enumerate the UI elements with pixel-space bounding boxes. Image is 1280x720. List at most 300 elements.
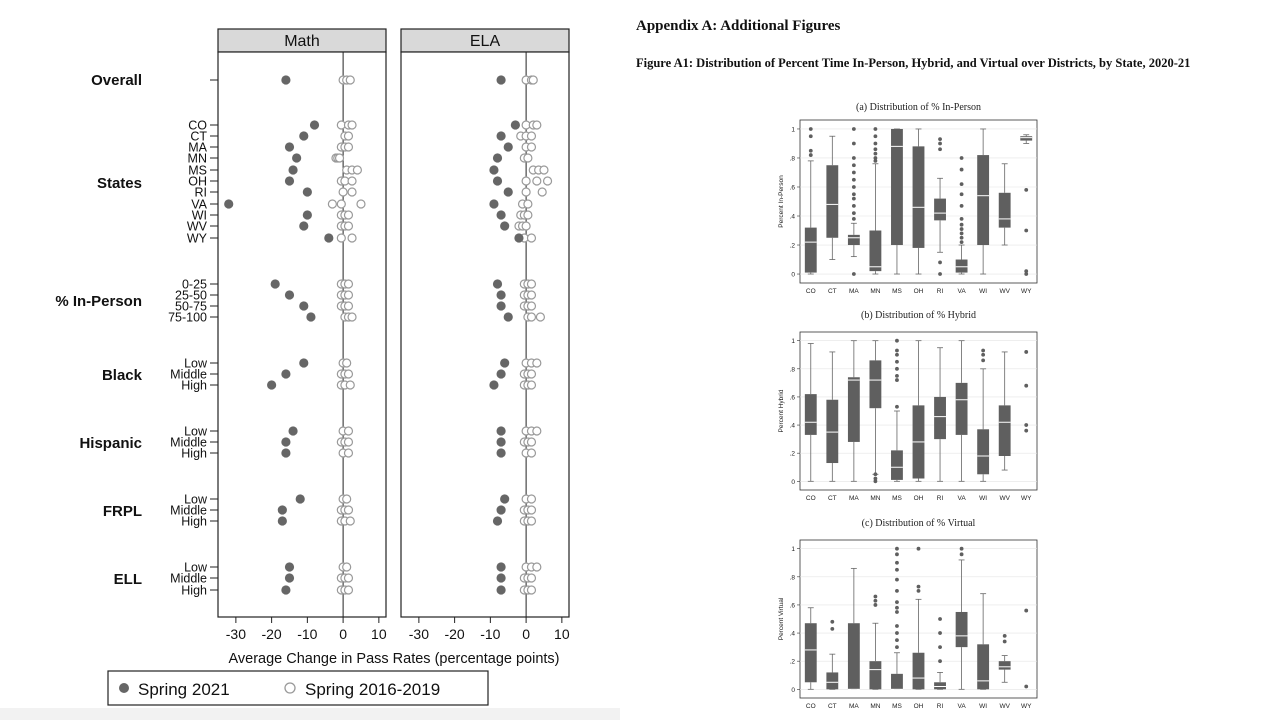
appendix-title: Appendix A: Additional Figures bbox=[636, 18, 841, 34]
boxplot-category-0-0: CO bbox=[805, 288, 816, 295]
row-label-4-0: Low bbox=[184, 424, 207, 439]
boxplot-outlier-2-9-0 bbox=[1003, 640, 1007, 644]
baseline-point-0-6-2-2 bbox=[344, 586, 352, 594]
boxplot-ytick-label-0-5: 1 bbox=[791, 126, 795, 134]
boxplot-category-1-2: MA bbox=[848, 495, 859, 502]
baseline-point-1-3-2-2 bbox=[527, 381, 535, 389]
spring2021-point-1-1-1 bbox=[496, 131, 505, 140]
baseline-point-1-6-1-2 bbox=[527, 574, 535, 582]
spring2021-point-1-1-3 bbox=[493, 153, 502, 162]
boxplot-category-2-1: CT bbox=[827, 703, 837, 710]
row-label-3-0: Low bbox=[184, 356, 207, 371]
legend-marker-baseline bbox=[285, 683, 295, 693]
spring2021-point-1-2-2 bbox=[496, 301, 505, 310]
row-label-5-2: High bbox=[181, 514, 207, 529]
spring2021-point-1-6-1 bbox=[496, 573, 505, 582]
baseline-point-1-4-2-1 bbox=[527, 449, 535, 457]
baseline-point-0-0-0-2 bbox=[346, 76, 354, 84]
boxplot-outlier-0-2-10 bbox=[852, 156, 856, 160]
boxplot-outlier-0-10-1 bbox=[1024, 269, 1028, 273]
boxplot-category-0-5: OH bbox=[913, 288, 924, 295]
spring2021-point-1-3-2 bbox=[489, 380, 498, 389]
boxplot-category-1-4: MS bbox=[892, 495, 902, 502]
boxplot-outlier-2-6-0 bbox=[938, 659, 942, 663]
row-label-4-1: Middle bbox=[170, 435, 207, 450]
baseline-point-0-4-1-2 bbox=[344, 438, 352, 446]
boxplot-outlier-2-6-2 bbox=[938, 631, 942, 635]
spring2021-point-0-4-0 bbox=[288, 426, 297, 435]
boxplot-box-0-2 bbox=[848, 235, 860, 245]
spring2021-point-0-0-0 bbox=[281, 75, 290, 84]
x-tick-label-1-3: 0 bbox=[522, 626, 531, 642]
boxplot-category-1-9: WV bbox=[999, 495, 1010, 502]
spring2021-point-0-3-2 bbox=[267, 380, 276, 389]
boxplot-box-2-7 bbox=[956, 612, 968, 647]
group-label-5: FRPL bbox=[102, 503, 142, 520]
spring2021-point-0-3-0 bbox=[299, 358, 308, 367]
spring2021-point-0-1-7 bbox=[224, 199, 233, 208]
row-label-1-1: CT bbox=[190, 129, 207, 144]
baseline-point-1-5-2-2 bbox=[527, 517, 535, 525]
spring2021-point-0-1-2 bbox=[285, 142, 294, 151]
boxplot-outlier-0-7-3 bbox=[960, 227, 964, 231]
spring2021-point-1-1-10 bbox=[514, 233, 523, 242]
baseline-point-1-2-3-1 bbox=[527, 313, 535, 321]
spring2021-point-1-3-1 bbox=[496, 369, 505, 378]
row-label-2-3: 75-100 bbox=[168, 310, 207, 325]
x-tick-label-1-4: 10 bbox=[554, 626, 570, 642]
spring2021-point-1-6-2 bbox=[496, 585, 505, 594]
boxplot-outlier-0-2-1 bbox=[852, 217, 856, 221]
boxplot-box-0-9 bbox=[999, 193, 1011, 228]
boxplot-subtitle-2: (c) Distribution of % Virtual bbox=[861, 518, 976, 529]
boxplot-category-1-1: CT bbox=[827, 495, 837, 502]
boxplot-box-2-6 bbox=[934, 682, 946, 689]
boxplot-category-1-3: MN bbox=[870, 495, 881, 502]
boxplot-outlier-0-2-0 bbox=[852, 272, 856, 276]
boxplot-outlier-0-6-0 bbox=[938, 272, 942, 276]
baseline-point-1-1-5-0 bbox=[522, 177, 530, 185]
spring2021-point-0-1-8 bbox=[303, 210, 312, 219]
row-label-1-2: MA bbox=[188, 140, 207, 155]
spring2021-point-1-4-1 bbox=[496, 437, 505, 446]
boxplot-outlier-0-10-3 bbox=[1024, 188, 1028, 192]
boxplot-outlier-0-7-8 bbox=[960, 182, 964, 186]
boxplot-box-2-5 bbox=[913, 653, 925, 690]
baseline-point-1-1-4-2 bbox=[540, 166, 548, 174]
boxplot-category-0-7: VA bbox=[957, 288, 966, 295]
spring2021-point-0-1-10 bbox=[324, 233, 333, 242]
group-label-3: Black bbox=[101, 367, 142, 384]
spring2021-point-0-6-0 bbox=[285, 562, 294, 571]
boxplot-box-0-3 bbox=[869, 231, 881, 272]
baseline-point-1-4-1-2 bbox=[527, 438, 535, 446]
boxplot-outlier-0-7-7 bbox=[960, 192, 964, 196]
boxplot-outlier-0-0-3 bbox=[809, 127, 813, 131]
row-label-1-9: WV bbox=[186, 219, 207, 234]
baseline-point-0-1-7-0 bbox=[328, 200, 336, 208]
spring2021-point-0-6-1 bbox=[285, 573, 294, 582]
spring2021-point-0-6-2 bbox=[281, 585, 290, 594]
legend-label-spring2021: Spring 2021 bbox=[138, 680, 230, 699]
boxplot-outlier-1-4-3 bbox=[895, 367, 899, 371]
spring2021-point-0-4-2 bbox=[281, 448, 290, 457]
baseline-point-0-5-2-2 bbox=[346, 517, 354, 525]
boxplot-ytick-label-0-2: .4 bbox=[789, 213, 795, 221]
boxplot-category-1-5: OH bbox=[913, 495, 924, 502]
boxplot-outlier-1-8-1 bbox=[981, 353, 985, 357]
boxplot-ytick-label-2-5: 1 bbox=[791, 546, 795, 554]
boxplot-box-0-6 bbox=[934, 199, 946, 221]
panel-title-1: ELA bbox=[469, 33, 501, 50]
boxplot-outlier-1-4-7 bbox=[895, 339, 899, 343]
boxplot-ytick-label-1-2: .4 bbox=[789, 422, 795, 430]
row-label-4-2: High bbox=[181, 446, 207, 461]
row-label-1-10: WY bbox=[186, 231, 207, 246]
baseline-point-0-3-1-2 bbox=[344, 370, 352, 378]
baseline-point-0-4-0-1 bbox=[344, 427, 352, 435]
boxplot-category-1-0: CO bbox=[805, 495, 816, 502]
baseline-point-1-3-1-2 bbox=[527, 370, 535, 378]
boxplot-category-0-6: RI bbox=[936, 288, 944, 295]
boxplot-category-0-9: WV bbox=[999, 288, 1010, 295]
baseline-point-0-3-2-2 bbox=[346, 381, 354, 389]
boxplot-outlier-1-8-2 bbox=[981, 349, 985, 353]
boxplot-outlier-2-4-10 bbox=[895, 561, 899, 565]
boxplot-outlier-2-4-8 bbox=[895, 578, 899, 582]
boxplot-outlier-0-6-2 bbox=[938, 147, 942, 151]
boxplot-outlier-1-4-0 bbox=[895, 405, 899, 409]
x-tick-label-0-1: -20 bbox=[261, 626, 282, 642]
boxplot-outlier-0-3-4 bbox=[874, 142, 878, 146]
boxplot-outlier-0-0-2 bbox=[809, 134, 813, 138]
boxplot-outlier-0-6-4 bbox=[938, 137, 942, 141]
boxplot-category-2-4: MS bbox=[892, 703, 902, 710]
boxplot-ytick-label-1-4: .8 bbox=[789, 366, 795, 374]
boxplot-outlier-1-10-1 bbox=[1024, 423, 1028, 427]
spring2021-point-1-2-1 bbox=[496, 290, 505, 299]
spring2021-point-1-1-7 bbox=[489, 199, 498, 208]
boxplot-outlier-0-3-2 bbox=[874, 152, 878, 156]
boxplot-outlier-0-7-2 bbox=[960, 232, 964, 236]
boxplot-box-0-10 bbox=[1020, 136, 1032, 140]
row-label-3-1: Middle bbox=[170, 367, 207, 382]
spring2021-point-1-4-0 bbox=[496, 426, 505, 435]
boxplot-outlier-1-4-5 bbox=[895, 353, 899, 357]
group-label-2: % In-Person bbox=[55, 293, 142, 310]
boxplot-category-0-3: MN bbox=[870, 288, 881, 295]
boxplot-outlier-0-3-5 bbox=[874, 134, 878, 138]
boxplot-ytick-label-0-4: .8 bbox=[789, 155, 795, 163]
spring2021-point-1-1-4 bbox=[489, 165, 498, 174]
boxplot-box-1-7 bbox=[956, 383, 968, 435]
baseline-point-1-1-6-0 bbox=[522, 188, 530, 196]
spring2021-point-1-3-0 bbox=[500, 358, 509, 367]
boxplot-box-0-8 bbox=[977, 155, 989, 245]
boxplot-outlier-2-10-0 bbox=[1024, 685, 1028, 689]
spring2021-point-1-6-0 bbox=[496, 562, 505, 571]
boxplot-box-1-4 bbox=[891, 450, 903, 480]
boxplot-ytick-label-1-1: .2 bbox=[789, 450, 795, 458]
boxplot-category-0-2: MA bbox=[848, 288, 859, 295]
boxplot-box-2-9 bbox=[999, 661, 1011, 669]
baseline-point-1-3-0-2 bbox=[533, 359, 541, 367]
spring2021-point-0-2-0 bbox=[271, 279, 280, 288]
baseline-point-0-3-0-1 bbox=[343, 359, 351, 367]
x-tick-label-0-0: -30 bbox=[225, 626, 246, 642]
x-tick-label-1-2: -10 bbox=[480, 626, 501, 642]
boxplot-ytick-label-2-3: .6 bbox=[789, 602, 795, 610]
boxplot-outlier-2-3-0 bbox=[874, 603, 878, 607]
legend-marker-spring2021 bbox=[119, 683, 129, 693]
boxplot-ytick-label-2-2: .4 bbox=[789, 630, 795, 638]
spring2021-point-1-1-5 bbox=[493, 176, 502, 185]
boxplot-outlier-2-4-1 bbox=[895, 638, 899, 642]
boxplot-outlier-0-2-8 bbox=[852, 171, 856, 175]
page-bottom-strip bbox=[0, 708, 620, 720]
group-label-6: ELL bbox=[113, 571, 142, 588]
boxplot-category-2-8: WI bbox=[979, 703, 988, 710]
spring2021-point-0-1-6 bbox=[303, 187, 312, 196]
boxplot-box-2-1 bbox=[826, 672, 838, 689]
row-label-2-2: 50-75 bbox=[175, 299, 207, 314]
spring2021-point-0-1-5 bbox=[285, 176, 294, 185]
boxplot-box-0-7 bbox=[956, 260, 968, 273]
baseline-point-1-1-6-1 bbox=[538, 188, 546, 196]
spring2021-point-0-5-0 bbox=[296, 494, 305, 503]
row-label-3-2: High bbox=[181, 378, 207, 393]
baseline-point-1-5-1-2 bbox=[527, 506, 535, 514]
baseline-point-0-1-5-2 bbox=[348, 177, 356, 185]
baseline-point-1-1-0-2 bbox=[533, 121, 541, 129]
row-label-1-7: VA bbox=[191, 197, 207, 212]
row-label-1-3: MN bbox=[187, 151, 207, 166]
boxplot-outlier-0-7-4 bbox=[960, 223, 964, 227]
boxplot-box-1-2 bbox=[848, 377, 860, 442]
row-label-6-1: Middle bbox=[170, 571, 207, 586]
boxplot-outlier-0-7-5 bbox=[960, 217, 964, 221]
baseline-point-1-1-5-2 bbox=[544, 177, 552, 185]
boxplot-box-0-5 bbox=[913, 146, 925, 248]
baseline-point-1-0-0-2 bbox=[529, 76, 537, 84]
boxplot-outlier-2-6-1 bbox=[938, 645, 942, 649]
boxplot-outlier-0-2-11 bbox=[852, 142, 856, 146]
group-label-4: Hispanic bbox=[79, 435, 142, 452]
boxplot-category-2-5: OH bbox=[913, 703, 924, 710]
boxplot-outlier-2-5-1 bbox=[917, 585, 921, 589]
baseline-point-1-2-3-2 bbox=[536, 313, 544, 321]
boxplot-outlier-1-10-0 bbox=[1024, 429, 1028, 433]
spring2021-point-1-1-6 bbox=[504, 187, 513, 196]
x-axis-title: Average Change in Pass Rates (percentage points) bbox=[228, 651, 560, 667]
boxplot-outlier-1-4-4 bbox=[895, 360, 899, 364]
baseline-point-1-4-0-2 bbox=[533, 427, 541, 435]
boxplot-outlier-2-6-3 bbox=[938, 617, 942, 621]
baseline-point-0-1-10-1 bbox=[348, 234, 356, 242]
row-label-6-2: High bbox=[181, 583, 207, 598]
row-label-1-5: OH bbox=[188, 174, 207, 189]
baseline-point-1-6-2-2 bbox=[527, 586, 535, 594]
boxplot-box-2-3 bbox=[869, 661, 881, 689]
boxplot-box-0-1 bbox=[826, 165, 838, 238]
group-label-0: Overall bbox=[91, 72, 142, 89]
baseline-point-1-2-0-2 bbox=[527, 280, 535, 288]
figure-caption: Figure A1: Distribution of Percent Time In-Person, Hybrid, and Virtual over Districts, by State, 2020-21 bbox=[636, 56, 1191, 70]
boxplot-outlier-2-4-11 bbox=[895, 552, 899, 556]
spring2021-point-1-4-2 bbox=[496, 448, 505, 457]
boxplot-box-1-0 bbox=[805, 394, 817, 435]
boxplot-outlier-2-1-1 bbox=[830, 620, 834, 624]
panel-frame-1 bbox=[401, 52, 569, 617]
row-label-1-8: WI bbox=[191, 208, 207, 223]
boxplot-category-2-3: MN bbox=[870, 703, 881, 710]
boxplot-category-0-1: CT bbox=[827, 288, 837, 295]
boxplot-outlier-0-7-1 bbox=[960, 236, 964, 240]
baseline-point-0-2-2-2 bbox=[344, 302, 352, 310]
spring2021-point-1-1-8 bbox=[496, 210, 505, 219]
spring2021-point-1-2-0 bbox=[493, 279, 502, 288]
baseline-point-0-1-7-2 bbox=[357, 200, 365, 208]
baseline-point-0-6-0-1 bbox=[343, 563, 351, 571]
baseline-point-0-1-10-0 bbox=[337, 234, 345, 242]
baseline-point-0-1-1-1 bbox=[344, 132, 352, 140]
baseline-point-0-1-4-2 bbox=[353, 166, 361, 174]
baseline-point-0-2-1-2 bbox=[344, 291, 352, 299]
boxplot-outlier-0-7-9 bbox=[960, 168, 964, 172]
baseline-point-0-1-6-0 bbox=[339, 188, 347, 196]
baseline-point-0-1-3-2 bbox=[336, 154, 344, 162]
boxplot-outlier-2-7-0 bbox=[960, 552, 964, 556]
boxplot-outlier-0-3-1 bbox=[874, 156, 878, 160]
boxplot-category-2-6: RI bbox=[936, 703, 944, 710]
boxplot-ytick-label-1-0: 0 bbox=[791, 478, 795, 486]
boxplot-category-2-10: WY bbox=[1020, 703, 1032, 710]
boxplot-category-1-6: RI bbox=[936, 495, 944, 502]
boxplot-outlier-0-7-0 bbox=[960, 240, 964, 244]
boxplot-outlier-2-4-0 bbox=[895, 645, 899, 649]
boxplot-ytick-label-2-1: .2 bbox=[789, 658, 795, 666]
boxplot-outlier-0-0-0 bbox=[809, 153, 813, 157]
baseline-point-0-6-1-2 bbox=[344, 574, 352, 582]
x-tick-label-1-1: -20 bbox=[444, 626, 465, 642]
row-label-2-1: 25-50 bbox=[175, 288, 207, 303]
boxplot-box-1-6 bbox=[934, 397, 946, 439]
boxplot-outlier-2-9-1 bbox=[1003, 634, 1007, 638]
boxplot-outlier-2-5-2 bbox=[917, 547, 921, 551]
boxplot-outlier-2-4-5 bbox=[895, 606, 899, 610]
x-tick-label-0-4: 10 bbox=[371, 626, 387, 642]
boxplot-ytick-label-0-3: .6 bbox=[789, 184, 795, 192]
x-tick-label-1-0: -30 bbox=[408, 626, 429, 642]
boxplot-outlier-0-6-1 bbox=[938, 261, 942, 265]
boxplot-category-2-7: VA bbox=[957, 703, 966, 710]
spring2021-point-0-2-3 bbox=[306, 312, 315, 321]
boxplot-outlier-0-2-6 bbox=[852, 185, 856, 189]
baseline-point-1-1-8-2 bbox=[524, 211, 532, 219]
row-label-1-6: RI bbox=[194, 185, 207, 200]
row-label-2-0: 0-25 bbox=[181, 277, 207, 292]
boxplot-outlier-0-3-3 bbox=[874, 147, 878, 151]
spring2021-point-0-5-1 bbox=[278, 505, 287, 514]
spring2021-point-0-4-1 bbox=[281, 437, 290, 446]
boxplot-ytick-label-2-4: .8 bbox=[789, 574, 795, 582]
spring2021-point-0-5-2 bbox=[278, 516, 287, 525]
legend-label-baseline: Spring 2016-2019 bbox=[305, 680, 441, 699]
boxplot-outlier-1-10-3 bbox=[1024, 350, 1028, 354]
boxplot-outlier-0-2-7 bbox=[852, 178, 856, 182]
boxplot-outlier-0-10-2 bbox=[1024, 229, 1028, 233]
baseline-point-1-5-0-1 bbox=[527, 495, 535, 503]
spring2021-point-1-1-9 bbox=[500, 221, 509, 230]
boxplot-outlier-0-7-10 bbox=[960, 156, 964, 160]
boxplot-category-0-10: WY bbox=[1020, 288, 1032, 295]
group-label-1: States bbox=[96, 175, 142, 192]
spring2021-point-0-3-1 bbox=[281, 369, 290, 378]
spring2021-point-1-5-0 bbox=[500, 494, 509, 503]
baseline-point-0-2-0-2 bbox=[344, 280, 352, 288]
boxplot-outlier-1-10-2 bbox=[1024, 384, 1028, 388]
baseline-point-0-1-7-1 bbox=[337, 200, 345, 208]
boxplot-outlier-0-2-12 bbox=[852, 127, 856, 131]
appendix-panel bbox=[620, 0, 1280, 720]
boxplot-category-1-7: VA bbox=[957, 495, 966, 502]
x-tick-label-0-3: 0 bbox=[339, 626, 348, 642]
boxplot-box-0-0 bbox=[805, 228, 817, 273]
boxplot-ylabel-2: Percent Virtual bbox=[778, 597, 785, 641]
baseline-point-1-1-5-1 bbox=[533, 177, 541, 185]
boxplot-box-1-3 bbox=[869, 360, 881, 408]
baseline-point-1-6-0-2 bbox=[533, 563, 541, 571]
boxplot-ytick-label-0-0: 0 bbox=[791, 271, 795, 279]
panel-title-0: Math bbox=[284, 33, 320, 50]
baseline-point-0-4-2-1 bbox=[344, 449, 352, 457]
x-tick-label-0-2: -10 bbox=[297, 626, 318, 642]
box-plot-figure bbox=[620, 0, 1280, 720]
spring2021-point-0-1-0 bbox=[310, 120, 319, 129]
baseline-point-1-1-3-1 bbox=[524, 154, 532, 162]
boxplot-category-2-0: CO bbox=[805, 703, 816, 710]
boxplot-outlier-1-3-1 bbox=[874, 477, 878, 481]
spring2021-point-1-0-0 bbox=[496, 75, 505, 84]
boxplot-outlier-2-5-0 bbox=[917, 589, 921, 593]
spring2021-point-0-1-4 bbox=[288, 165, 297, 174]
boxplot-category-0-4: MS bbox=[892, 288, 902, 295]
boxplot-outlier-0-2-3 bbox=[852, 204, 856, 208]
baseline-point-0-1-0-2 bbox=[348, 121, 356, 129]
boxplot-box-2-2 bbox=[848, 623, 860, 689]
baseline-point-0-1-6-1 bbox=[348, 188, 356, 196]
boxplot-box-1-9 bbox=[999, 405, 1011, 456]
boxplot-outlier-2-4-6 bbox=[895, 600, 899, 604]
baseline-point-1-1-9-2 bbox=[522, 222, 530, 230]
boxplot-outlier-1-3-2 bbox=[874, 472, 878, 476]
boxplot-outlier-2-4-9 bbox=[895, 568, 899, 572]
boxplot-outlier-2-4-4 bbox=[895, 610, 899, 614]
boxplot-outlier-0-2-9 bbox=[852, 163, 856, 167]
spring2021-point-0-2-2 bbox=[299, 301, 308, 310]
boxplot-box-1-8 bbox=[977, 429, 989, 474]
baseline-point-1-2-1-2 bbox=[527, 291, 535, 299]
row-label-5-0: Low bbox=[184, 492, 207, 507]
boxplot-ylabel-1: Percent Hybrid bbox=[778, 389, 785, 433]
spring2021-point-0-2-1 bbox=[285, 290, 294, 299]
boxplot-outlier-1-4-2 bbox=[895, 374, 899, 378]
boxplot-category-1-8: WI bbox=[979, 495, 988, 502]
boxplot-category-1-10: WY bbox=[1020, 495, 1032, 502]
boxplot-outlier-2-3-1 bbox=[874, 599, 878, 603]
boxplot-outlier-1-4-6 bbox=[895, 349, 899, 353]
baseline-point-1-1-1-2 bbox=[527, 132, 535, 140]
